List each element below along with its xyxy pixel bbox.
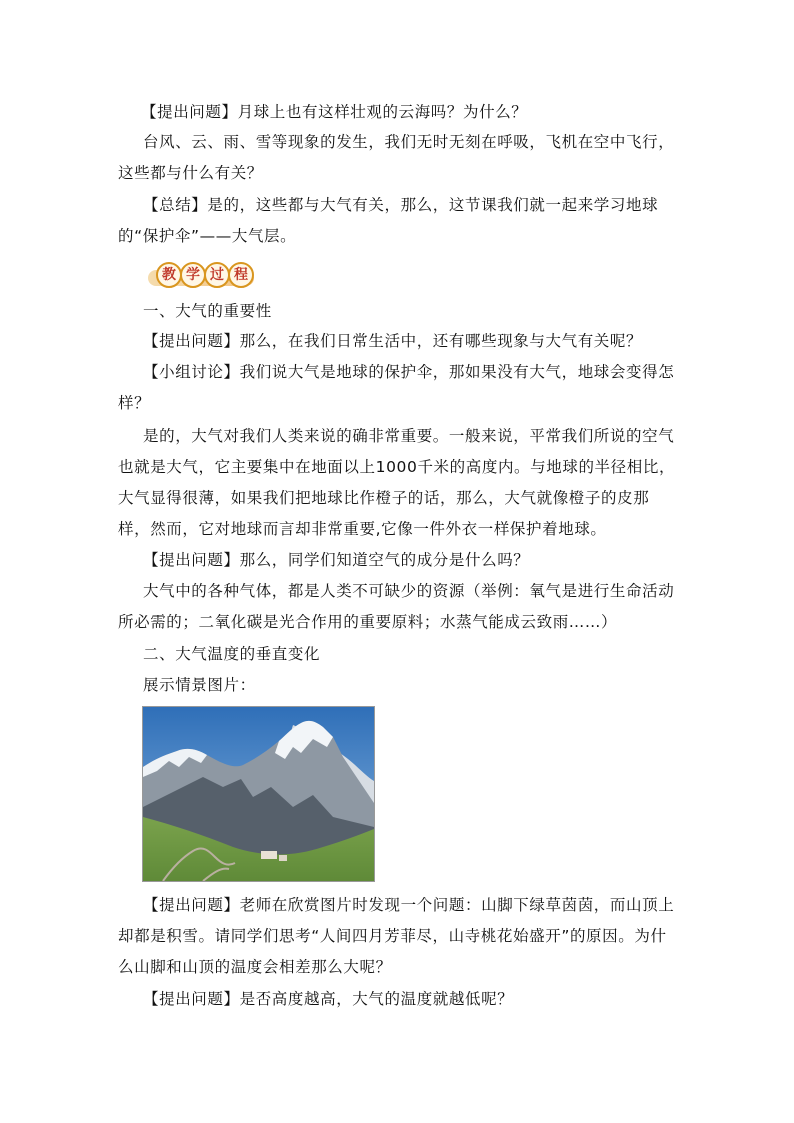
teaching-process-badge <box>148 262 254 288</box>
intro-paragraph: 台风、云、雨、雪等现象的发生，我们无时无刻在呼吸，飞机在空中飞行，这些都与什么有关？ <box>118 133 675 182</box>
question-paragraph-2: 【提出问题】那么，在我们日常生活中，还有哪些现象与大气有关呢？ <box>143 332 643 350</box>
question-paragraph-5: 【提出问题】是否高度越高，大气的温度就越低呢？ <box>143 990 514 1008</box>
badge-char-1: 教 <box>156 262 182 288</box>
mountain-photo <box>142 706 375 882</box>
badge-char-2: 学 <box>180 262 206 288</box>
show-image-label: 展示情景图片： <box>143 676 256 694</box>
gas-resource-paragraph: 大气中的各种气体，都是人类不可缺少的资源（举例：氧气是进行生命活动所必需的；二氧化碳是光合作用的重要原料；水蒸气能成云致雨……） <box>118 582 675 631</box>
question-paragraph-1: 【提出问题】月球上也有这样壮观的云海吗？为什么？ <box>141 103 528 121</box>
question-paragraph-3: 【提出问题】那么，同学们知道空气的成分是什么吗？ <box>143 551 530 569</box>
question-paragraph-4: 【提出问题】老师在欣赏图片时发现一个问题：山脚下绿草茵茵，而山顶上却都是积雪。请同学们思考“人间四月芳菲尽，山寺桃花始盛开”的原因。为什么山脚和山顶的温度会相差那么大呢？ <box>118 896 675 976</box>
badge-char-4: 程 <box>228 262 254 288</box>
section-heading-2: 二、大气温度的垂直变化 <box>143 645 321 663</box>
section-heading-1: 一、大气的重要性 <box>143 302 272 320</box>
discussion-paragraph: 【小组讨论】我们说大气是地球的保护伞，那如果没有大气，地球会变得怎样？ <box>118 363 675 412</box>
badge-char-3: 过 <box>204 262 230 288</box>
summary-paragraph: 【总结】是的，这些都与大气有关，那么，这节课我们就一起来学习地球的“保护伞”——大气层。 <box>118 196 659 245</box>
explanation-paragraph: 是的，大气对我们人类来说的确非常重要。一般来说，平常我们所说的空气也就是大气，它主要集中在地面以上1000千米的高度内。与地球的半径相比，大气显得很薄，如果我们把地球比作橙子的话，那么，大气就像橙子的皮那样，然而，它对地球而言却非常重要,它像一件外衣一样保护着地球。 <box>118 427 676 538</box>
mountain-illustration <box>143 707 374 881</box>
